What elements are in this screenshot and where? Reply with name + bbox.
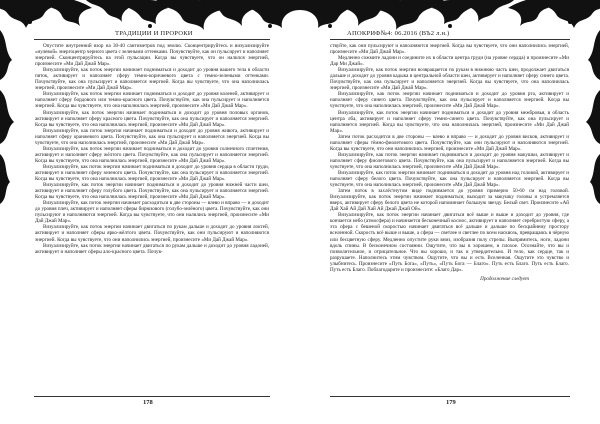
right-page: [300, 0, 600, 424]
header-rule: [330, 39, 570, 40]
header-rule: [34, 39, 270, 40]
paragraph: Визуализируйте, как поток энергии начинает подниматься и доходит до уровня коленей, активирует и наполняет сферу бордового или темно-красного цвета. Почувствуйте, как она пульсирует и наполняется энергией. Когда вы чувствуете, что она наполнилась энергией, произнесите «Ми Дай Джай Мар».: [35, 91, 269, 110]
footer-rule: [34, 396, 270, 397]
paragraph: Визуализируйте, как поток энергии начинает подниматься и доходит до уровня межбровья, в область центра лба, активирует и наполняет сферу темно-синего цвета. Почувствуйте, как она пульсирует и наполняется энергией. Когда вы чувствуете, что она наполнилась энергией, произнесите «Ми Дай Джай Мар».: [330, 109, 569, 134]
paragraph: Затем поток в захлёстнутом виде поднимается до уровня примерно 50-60 см над головой. Визуализируйте, как поток энергии начинает подниматься, выходит за макушку головы и устремляется вверх, активирует сферу белого цвета не которой напоминает большую звезду. Белый свет. Произнесите «Ай Дай Хай Ай Дай Хай Ай Джай Джай Ой».: [330, 188, 569, 213]
header-ornament-icon: [0, 0, 300, 34]
paragraph: ствуйте, как они пульсируют и наполняются энергией. Когда вы чувствуете, что они наполнились энергией, произнесите «Ми Дай Джай Мар».: [330, 43, 569, 56]
body-text: [330, 43, 569, 282]
paragraph: Визуализируйте, как поток энергии начинает подниматься и доходит до уровня сердца в области груди, активирует и наполняет сферу зеленого цвета. Почувствуйте, как она пульсирует и наполняется энергией. Когда вы чувствуете, что она наполнилась энергией, произнесите «Ми Дай Джай Мар».: [35, 163, 269, 183]
paragraph: Медленно сожмите ладони и соедините их в области центра груди (на уровне сердца) и произнесите «Ми Дар Ми Джай».: [330, 55, 569, 68]
side-ornament-icon: [0, 30, 16, 210]
page-number: 178: [143, 399, 153, 406]
paragraph: Визуализируйте, как поток энергии начинает подниматься и доходит до уровня солнечного сплетения, активирует и наполняет сферу жёлтого цвета. Почувствуйте, как она пульсирует и наполняется энергией. Когда вы чувствуете, что она наполнилась энергией, произнесите «Ми Дай Джай Мар».: [35, 145, 269, 164]
continued-label: Продолжение следует: [480, 275, 529, 282]
footer-rule: [330, 396, 570, 397]
paragraph: Опустите внутренний взор на 30-40 сантиметров под землю. Сконцентрируйтесь и визуализируйте «нулевой» энергоцентр черного цвета с зелеными оттенками. Почувствуйте, как он пульсирует и наполняет энергией. Сконцентрируйтесь на этой пульсации. Когда вы чувствуете, что он налился энергией, произнесите «Ми Дай Джай Мар».: [35, 43, 269, 68]
running-head: ТРАДИЦИИ И ПРОРОКИ: [115, 30, 193, 37]
paragraph: Визуализируйте, как поток энергии начинает подниматься и доходит до уровня половых органов, активирует и наполняет сферу красного цвета. Почувствуйте, как она пульсирует и наполняется энергией. Когда вы чувствуете, что она наполнилась энергией, произнесите «Ми Дай Джай Мар».: [35, 109, 269, 128]
paragraph: Визуализируйте, как поток энергии начинает подниматься и доходит до уровня вашего тела в области пяток, активирует и наполняет сферу темно-коричневого цвета с темно-зелеными оттенками. Почувствуйте, как она пульсирует и наполняется энергией. Когда вы чувствуете, что она наполнилась энергией, произнесите «Ми Дай Джай Мар».: [35, 67, 269, 92]
paragraph: Визуализируйте, как поток энергии начинает подниматься и доходит до уровня рта, активирует и наполняет сферу синего цвета. Почувствуйте, как она пульсирует и наполняется энергией. Когда вы чувствуете, что она наполнилась энергией, произнесите «Ми Дай Джай Мар».: [330, 91, 569, 110]
paragraph: Визуализируйте, как поток энергии начинает подниматься и доходит до уровня над головой, активирует и наполняет сферу белого цвета. Почувствуйте, как она пульсирует и наполняется энергией. Когда вы чувствуете, что она наполнилась энергией, произнесите «Ми Дай Джай Мар».: [330, 169, 569, 189]
header-ornament-icon: [300, 0, 600, 34]
paragraph: Визуализируйте, как поток энергии начинает подниматься и доходит до уровня живота, активирует и наполняет сферу оранжевого цвета. Почувствуйте, как она пульсирует и наполняется энергией. Когда вы чувствуете, что она наполнилась энергией, произнесите «Ми Дай Джай Мар».: [35, 127, 269, 146]
paragraph: Затем поток расходится в две стороны — влево и вправо — и доходит до уровня висков, активирует и наполняет сферы тёмно-фиолетового цвета. Почувствуйте, как они пульсируют и наполняются энергией. Когда вы чувствуете, что они наполнились энергией, произнесите «Ми Дай Джай Мар».: [330, 133, 569, 152]
paragraph: Визуализируйте, как поток энергии возвращается по рукам в нижнюю часть шеи, продолжает двигаться дальше и доходит до уровня кадыка в центральной области шеи, активирует и наполняет сферу синего цвета. Почувствуйте, как она пульсирует и наполняется энергией. Когда вы чувствуете, что она наполнилась энергией, произнесите «Ми Дай Джай Мар».: [330, 67, 569, 92]
paragraph: Визуализируйте, как поток энергии начинает двигаться всё выше и выше и доходит до уровня, где кончается небо (атмосфера) и начинается бесконечный космос, активирует и наполняет серебристую сферу, а эта сфера с бешеной скоростью начинает двигаться всё дальше и дальше по бескрайнему простору вселенной. Скорость всё выше и выше, а сфера — светлее и светлее по всем насквозь, превращаясь в чёрную или бесцветную сферу. Медленно опустите руки вниз, изобразив полу стрелы. Выпрямитесь, ноги, ладони вдоль спины. В бесконечном состоянии. Ощутите, что вы в хорошем, и плохое. Осознайте, что вы и позволительное, и отрицательное. Что вы хорошо, и так и утвердительно. И тело, как сердце, так и разрушаете. Наполнитесь этим чувством. Ощутите, что вы и есть Вселенная. Ощутите это чувство и улыбнитесь. Произнесите «Путь Бога», «Путь», «Путь Бога — Благо». Путь есть Благо. Путь есть Благо. Путь есть Благо. Поблагодарите и произнесите: «Благо Дар».: [330, 212, 569, 273]
paragraph: Визуализируйте, как поток энергии начинает двигаться по рукам дальше и доходит до уровня ладоней, активирует и наполняет сферы ало-красного цвета. Почув-: [35, 242, 269, 255]
running-head: АПОКРИФ№4: 06.2016 (ВЪ2 л.н.): [347, 30, 450, 37]
side-ornament-icon: [584, 30, 600, 210]
body-text: [35, 43, 269, 255]
paragraph: Визуализируйте, как поток энергии начинает расходиться в две стороны — влево и вправо — и доходит до уровня плеч, активирует и наполняет сферы бирюзового (голубо-зелёного) цвета. Почувствуйте, как они пульсируют и наполняются энергией. Когда вы чувствуете, что они налились энергией, произнесите «Ми Дай Джай Мар».: [35, 200, 269, 225]
paragraph: Визуализируйте, как поток энергии начинает подниматься и доходит до уровня нижней части шеи, активирует и наполняет сферу голубого цвета. Почувствуйте, как она пульсирует и наполняется энергией. Когда вы чувствуете, что она наполнилась энергией, произнесите «Ми Дай Джай Мар».: [35, 182, 269, 201]
paragraph: Визуализируйте, как поток энергии начинает подниматься и доходит до уровня макушки, активирует и наполняет сферу фиолетового цвета. Почувствуйте, как она пульсирует и наполняется энергией. Когда вы чувствуете, что она наполнилась энергией, произнесите «Ми Дай Джай Мар».: [330, 151, 569, 170]
page-number: 179: [446, 399, 456, 406]
paragraph: Визуализируйте, как поток энергии начинает двигаться по рукам дальше и доходит до уровня локтей, активирует и наполняет сферы ярко-жёлтого цвета. Почувствуйте, как они пульсируют и наполняются энергией. Когда вы чувствуете, что они наполнились энергией, произнесите «Ми Дай Джай Мар».: [35, 224, 269, 243]
